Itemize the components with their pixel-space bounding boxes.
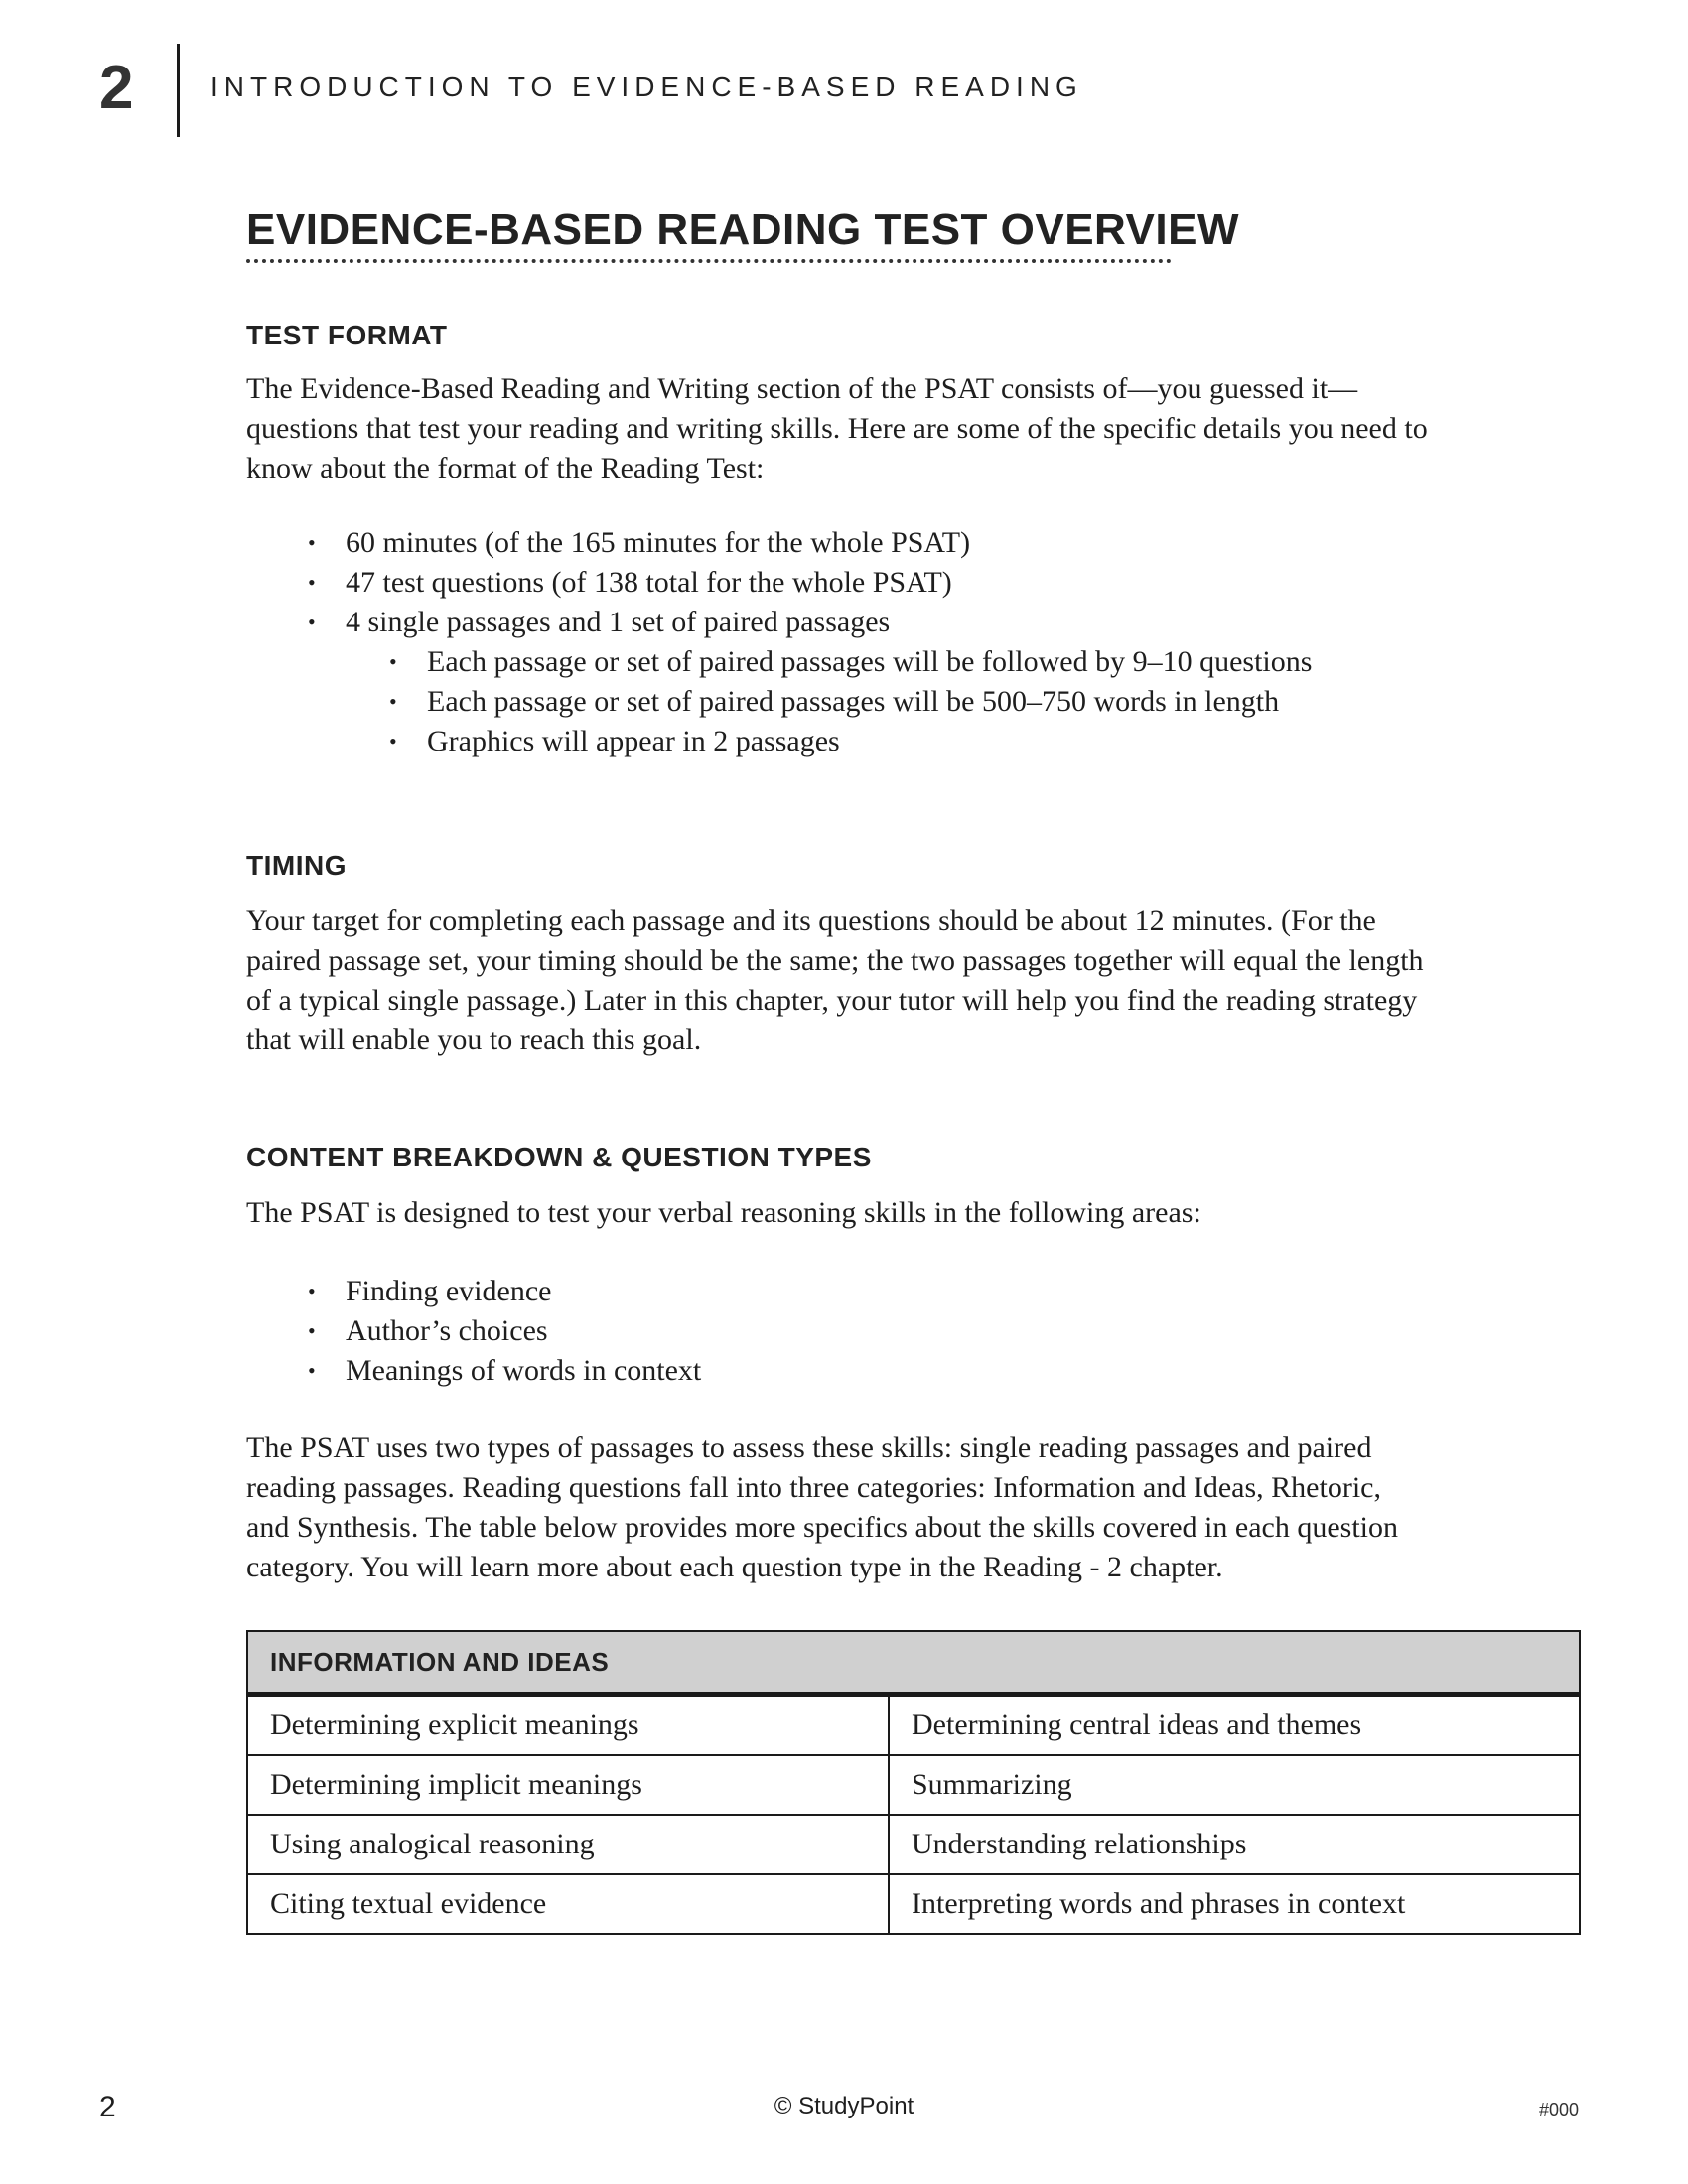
table-header-row [247, 1631, 1580, 1695]
list-item [389, 722, 1312, 761]
bullet-icon: • [308, 610, 316, 634]
content-breakdown-intro [246, 1193, 1577, 1233]
bullet-icon: • [308, 1279, 316, 1303]
bullet-icon: • [389, 649, 397, 674]
footer-code: #000 [1538, 2100, 1579, 2119]
table-cell: Using analogical reasoning [247, 1815, 889, 1874]
bullet-icon: • [308, 1318, 316, 1343]
list-item-text: Each passage or set of paired passages will be 500–750 words in length [427, 685, 1280, 718]
table-row [247, 1695, 1580, 1756]
section-heading-timing: TIMING [246, 850, 347, 881]
table-cell: Determining explicit meanings [247, 1695, 889, 1756]
table-cell: Interpreting words and phrases in context [889, 1874, 1580, 1934]
table-cell: Determining implicit meanings [247, 1755, 889, 1815]
table-row [247, 1755, 1580, 1815]
section-heading-test-format: TEST FORMAT [246, 320, 448, 350]
paragraph-line: reading passages. Reading questions fall into three categories: Information and Ideas, Rhetoric, [246, 1471, 1381, 1504]
list-item-text: Author’s choices [346, 1314, 548, 1347]
chapter-title: INTRODUCTION TO EVIDENCE-BASED READING [211, 71, 1083, 102]
title-dotted-underline [246, 259, 1172, 263]
list-item-text: Meanings of words in context [346, 1354, 702, 1387]
paragraph-line: category. You will learn more about each question type in the Reading - 2 chapter. [246, 1551, 1223, 1583]
list-item [308, 523, 970, 563]
test-format-intro [246, 369, 1577, 488]
paragraph-line: The PSAT is designed to test your verbal reasoning skills in the following areas: [246, 1196, 1201, 1229]
section-heading-content-breakdown: CONTENT BREAKDOWN & QUESTION TYPES [246, 1142, 872, 1172]
list-item-text: 47 test questions (of 138 total for the whole PSAT) [346, 566, 952, 599]
table-row [247, 1874, 1580, 1934]
table-cell: Summarizing [889, 1755, 1580, 1815]
list-item [308, 563, 970, 603]
list-item-text: Finding evidence [346, 1275, 552, 1307]
content-breakdown-paragraph [246, 1429, 1577, 1587]
list-item [389, 682, 1312, 722]
footer-page-number: 2 [99, 2091, 116, 2123]
list-item [308, 603, 970, 642]
list-item-text: Graphics will appear in 2 passages [427, 725, 840, 757]
paragraph-line: that will enable you to reach this goal. [246, 1024, 702, 1056]
bullet-icon: • [308, 530, 316, 555]
list-item-text: 4 single passages and 1 set of paired passages [346, 606, 891, 638]
table-header-cell: INFORMATION AND IDEAS [247, 1631, 1580, 1695]
table-cell: Citing textual evidence [247, 1874, 889, 1934]
list-item [308, 1351, 701, 1391]
paragraph-line: The PSAT uses two types of passages to assess these skills: single reading passages and paired [246, 1432, 1372, 1464]
bullet-icon: • [308, 1358, 316, 1383]
list-item-text: 60 minutes (of the 165 minutes for the whole PSAT) [346, 526, 971, 559]
footer-copyright: © StudyPoint [774, 2093, 914, 2119]
paragraph-line: The Evidence-Based Reading and Writing section of the PSAT consists of—you guessed it— [246, 372, 1358, 405]
paragraph-line: of a typical single passage.) Later in this chapter, your tutor will help you find the reading strategy [246, 984, 1418, 1017]
paragraph-line: paired passage set, your timing should be the same; the two passages together will equal the length [246, 944, 1424, 977]
list-item [308, 1311, 701, 1351]
page-title: EVIDENCE-BASED READING TEST OVERVIEW [246, 205, 1239, 254]
test-format-sub-bullet-list [389, 642, 1312, 761]
paragraph-line: know about the format of the Reading Test: [246, 452, 765, 484]
chapter-number: 2 [99, 54, 134, 122]
table-cell: Understanding relationships [889, 1815, 1580, 1874]
skills-bullet-list [308, 1272, 701, 1391]
list-item [308, 1272, 701, 1311]
bullet-icon: • [308, 570, 316, 595]
information-and-ideas-table [246, 1630, 1581, 1935]
bullet-icon: • [389, 689, 397, 714]
paragraph-line: questions that test your reading and writing skills. Here are some of the specific details you need to [246, 412, 1428, 445]
timing-paragraph [246, 901, 1577, 1060]
paragraph-line: Your target for completing each passage and its questions should be about 12 minutes. (For the [246, 904, 1376, 937]
bullet-icon: • [389, 729, 397, 753]
list-item-text: Each passage or set of paired passages will be followed by 9–10 questions [427, 645, 1313, 678]
test-format-bullet-list [308, 523, 970, 642]
table-cell: Determining central ideas and themes [889, 1695, 1580, 1756]
table-row [247, 1815, 1580, 1874]
paragraph-line: and Synthesis. The table below provides more specifics about the skills covered in each question [246, 1511, 1398, 1544]
list-item [389, 642, 1312, 682]
header-divider [177, 44, 180, 137]
